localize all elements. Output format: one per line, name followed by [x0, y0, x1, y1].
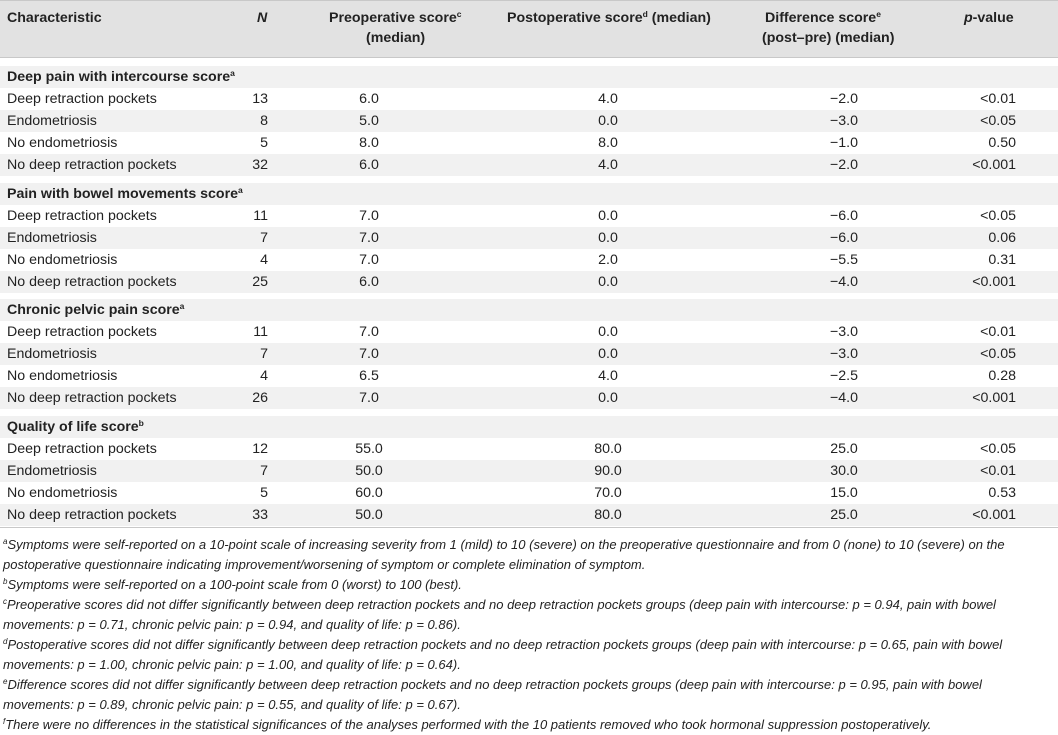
- cell-preoperative: 7.0: [359, 346, 379, 362]
- cell-preoperative: 7.0: [359, 230, 379, 246]
- footnote-text: Preoperative scores did not differ significantly between deep retraction pockets and no deep retraction pockets groups (deep pain with intercourse: p = 0.94, pain with bowel: [7, 597, 996, 612]
- cell-difference: 25.0: [830, 507, 858, 523]
- cell-preoperative: 6.5: [359, 368, 379, 384]
- cell-postoperative: 0.0: [598, 113, 618, 129]
- header-difference-sub: (post–pre) (median): [762, 30, 895, 46]
- header-n: N: [257, 10, 268, 26]
- cell-p-value: <0.05: [980, 346, 1016, 362]
- cell-postoperative: 0.0: [598, 230, 618, 246]
- cell-characteristic: No deep retraction pockets: [7, 157, 177, 173]
- table-row: [0, 343, 1058, 365]
- cell-difference: 30.0: [830, 463, 858, 479]
- footnote-text: Symptoms were self-reported on a 100-point scale from 0 (worst) to 100 (best).: [7, 577, 462, 592]
- cell-difference: −5.5: [829, 252, 858, 268]
- cell-postoperative: 4.0: [598, 91, 618, 107]
- cell-preoperative: 8.0: [359, 135, 379, 151]
- header-characteristic: Characteristic: [7, 10, 102, 26]
- section-header: [0, 183, 1058, 205]
- cell-preoperative: 7.0: [359, 390, 379, 406]
- cell-n: 7: [260, 346, 268, 362]
- cell-n: 11: [253, 324, 268, 340]
- cell-n: 5: [260, 485, 268, 501]
- cell-preoperative: 6.0: [359, 274, 379, 290]
- footnote-mark: b: [3, 577, 8, 586]
- cell-preoperative: 50.0: [355, 463, 383, 479]
- cell-p-value: 0.31: [988, 252, 1016, 268]
- cell-characteristic: Deep retraction pockets: [7, 91, 157, 107]
- cell-difference: −2.0: [829, 91, 858, 107]
- footnote-mark: f: [3, 717, 6, 726]
- section-title: [7, 299, 184, 321]
- cell-characteristic: Endometriosis: [7, 463, 97, 479]
- cell-p-value: <0.001: [972, 274, 1016, 290]
- cell-difference: −2.0: [829, 157, 858, 173]
- cell-characteristic: No endometriosis: [7, 485, 118, 501]
- table-row: [0, 227, 1058, 249]
- cell-n: 8: [260, 113, 268, 129]
- footnote: [3, 675, 1053, 715]
- cell-n: 26: [252, 390, 268, 406]
- cell-n: 13: [252, 91, 268, 107]
- cell-postoperative: 80.0: [594, 507, 622, 523]
- cell-p-value: 0.06: [988, 230, 1016, 246]
- header-postoperative: Postoperative score$^d$ (median): [507, 9, 711, 26]
- cell-preoperative: 60.0: [355, 485, 383, 501]
- cell-n: 7: [260, 463, 268, 479]
- section-title-footnote-mark: a: [230, 68, 235, 78]
- cell-p-value: 0.50: [988, 135, 1016, 151]
- cell-p-value: <0.01: [980, 463, 1016, 479]
- footnote: [3, 535, 1053, 575]
- footnote-text: movements: p = 0.89, chronic pelvic pain: p = 0.55, and quality of life: p = 0.67).: [3, 697, 461, 712]
- footnote: [3, 715, 1053, 735]
- table-row: [0, 249, 1058, 271]
- cell-p-value: <0.001: [972, 390, 1016, 406]
- cell-postoperative: 4.0: [598, 368, 618, 384]
- cell-characteristic: Endometriosis: [7, 230, 97, 246]
- footnote: [3, 595, 1053, 635]
- cell-characteristic: No endometriosis: [7, 368, 118, 384]
- cell-n: 32: [252, 157, 268, 173]
- header-preoperative: Preoperative score$^c$: [329, 9, 462, 26]
- section-title: [7, 66, 235, 88]
- table-header: [0, 0, 1058, 58]
- cell-difference: −3.0: [829, 324, 858, 340]
- section-title-text: Quality of life score: [7, 419, 139, 435]
- cell-postoperative: 0.0: [598, 274, 618, 290]
- footnote: [3, 575, 1053, 595]
- cell-characteristic: Deep retraction pockets: [7, 441, 157, 457]
- section-title: [7, 183, 243, 205]
- cell-characteristic: No endometriosis: [7, 252, 118, 268]
- table-row: [0, 504, 1058, 526]
- cell-p-value: <0.001: [972, 507, 1016, 523]
- footnote-mark: d: [3, 637, 8, 646]
- cell-p-value: 0.28: [988, 368, 1016, 384]
- cell-difference: 25.0: [830, 441, 858, 457]
- footnote-text: postoperative questionnaire indicating improvement/worsening of symptom or complete elimination of symptom.: [3, 557, 646, 572]
- cell-p-value: 0.53: [988, 485, 1016, 501]
- cell-n: 4: [260, 252, 268, 268]
- cell-difference: −6.0: [829, 208, 858, 224]
- cell-preoperative: 5.0: [359, 113, 379, 129]
- table-bottom-rule: [0, 527, 1058, 528]
- cell-n: 33: [252, 507, 268, 523]
- cell-preoperative: 55.0: [355, 441, 383, 457]
- cell-postoperative: 4.0: [598, 157, 618, 173]
- table-row: [0, 271, 1058, 293]
- header-preoperative-median: (median): [366, 30, 426, 46]
- cell-characteristic: No deep retraction pockets: [7, 507, 177, 523]
- table-row: [0, 110, 1058, 132]
- cell-characteristic: Deep retraction pockets: [7, 324, 157, 340]
- table-row: [0, 205, 1058, 227]
- section-title-text: Pain with bowel movements score: [7, 186, 239, 202]
- table-row: [0, 438, 1058, 460]
- footnote: [3, 635, 1053, 675]
- cell-postoperative: 2.0: [598, 252, 618, 268]
- section-title-text: Deep pain with intercourse score: [7, 69, 231, 85]
- table-row: [0, 154, 1058, 176]
- footnote-text: Postoperative scores did not differ significantly between deep retraction pockets and no deep retraction pockets groups (deep pain with intercourse: p = 0.65, pain with bowel: [7, 637, 1003, 652]
- section-title-text: Chronic pelvic pain score: [7, 302, 180, 318]
- cell-preoperative: 6.0: [359, 157, 379, 173]
- section-header: [0, 416, 1058, 438]
- cell-preoperative: 7.0: [359, 252, 379, 268]
- cell-n: 4: [260, 368, 268, 384]
- cell-characteristic: No deep retraction pockets: [7, 390, 177, 406]
- section-title-footnote-mark: a: [238, 185, 243, 195]
- cell-postoperative: 8.0: [598, 135, 618, 151]
- cell-difference: −4.0: [829, 274, 858, 290]
- cell-postoperative: 90.0: [594, 463, 622, 479]
- footnote-text: There were no differences in the statistical significances of the analyses performed with the 10 patients removed who took hormonal suppression postoperatively.: [5, 717, 932, 732]
- footnote-mark: c: [3, 597, 7, 606]
- cell-p-value: <0.05: [980, 208, 1016, 224]
- table-row: [0, 482, 1058, 504]
- footnote-mark: e: [3, 677, 8, 686]
- footnote-text: Symptoms were self-reported on a 10-point scale of increasing severity from 1 (mild) to 10 (severe) on the preoperative questionnaire and from 0 (none) to 10 (severe) on the: [7, 537, 1005, 552]
- cell-characteristic: No endometriosis: [7, 135, 118, 151]
- cell-n: 11: [253, 208, 268, 224]
- header-difference: Difference score$^e$: [765, 9, 881, 26]
- table-row: [0, 321, 1058, 343]
- section-header: [0, 66, 1058, 88]
- cell-difference: 15.0: [830, 485, 858, 501]
- cell-characteristic: Endometriosis: [7, 346, 97, 362]
- cell-difference: −2.5: [829, 368, 858, 384]
- header-p-value: p-value: [964, 10, 1014, 26]
- cell-preoperative: 7.0: [359, 208, 379, 224]
- cell-postoperative: 0.0: [598, 390, 618, 406]
- footnote-text: movements: p = 1.00, chronic pelvic pain: p = 1.00, and quality of life: p = 0.64).: [3, 657, 461, 672]
- cell-p-value: <0.001: [972, 157, 1016, 173]
- cell-preoperative: 7.0: [359, 324, 379, 340]
- cell-n: 25: [252, 274, 268, 290]
- cell-preoperative: 6.0: [359, 91, 379, 107]
- table-row: [0, 365, 1058, 387]
- cell-postoperative: 0.0: [598, 346, 618, 362]
- cell-postoperative: 80.0: [594, 441, 622, 457]
- cell-p-value: <0.05: [980, 441, 1016, 457]
- cell-p-value: <0.05: [980, 113, 1016, 129]
- cell-characteristic: Endometriosis: [7, 113, 97, 129]
- cell-difference: −6.0: [829, 230, 858, 246]
- cell-p-value: <0.01: [980, 324, 1016, 340]
- cell-difference: −3.0: [829, 346, 858, 362]
- cell-n: 5: [260, 135, 268, 151]
- section-title-footnote-mark: b: [138, 418, 144, 428]
- cell-difference: −3.0: [829, 113, 858, 129]
- footnote-text: Difference scores did not differ significantly between deep retraction pockets and no deep retraction pockets groups (deep pain with intercourse: p = 0.95, pain with bowel: [7, 677, 982, 692]
- cell-n: 12: [252, 441, 268, 457]
- cell-postoperative: 0.0: [598, 208, 618, 224]
- section-title-footnote-mark: a: [179, 301, 185, 311]
- footnote-mark: a: [3, 537, 8, 546]
- section-header: [0, 299, 1058, 321]
- cell-p-value: <0.01: [980, 91, 1016, 107]
- cell-difference: −4.0: [829, 390, 858, 406]
- cell-postoperative: 70.0: [594, 485, 622, 501]
- cell-characteristic: No deep retraction pockets: [7, 274, 177, 290]
- table-row: [0, 132, 1058, 154]
- table-row: [0, 460, 1058, 482]
- footnote-text: movements: p = 0.71, chronic pelvic pain: p = 0.94, and quality of life: p = 0.86).: [3, 617, 461, 632]
- cell-difference: −1.0: [829, 135, 858, 151]
- cell-characteristic: Deep retraction pockets: [7, 208, 157, 224]
- table-row: [0, 88, 1058, 110]
- cell-n: 7: [260, 230, 268, 246]
- cell-postoperative: 0.0: [598, 324, 618, 340]
- table-row: [0, 387, 1058, 409]
- cell-preoperative: 50.0: [355, 507, 383, 523]
- section-title: [7, 416, 144, 438]
